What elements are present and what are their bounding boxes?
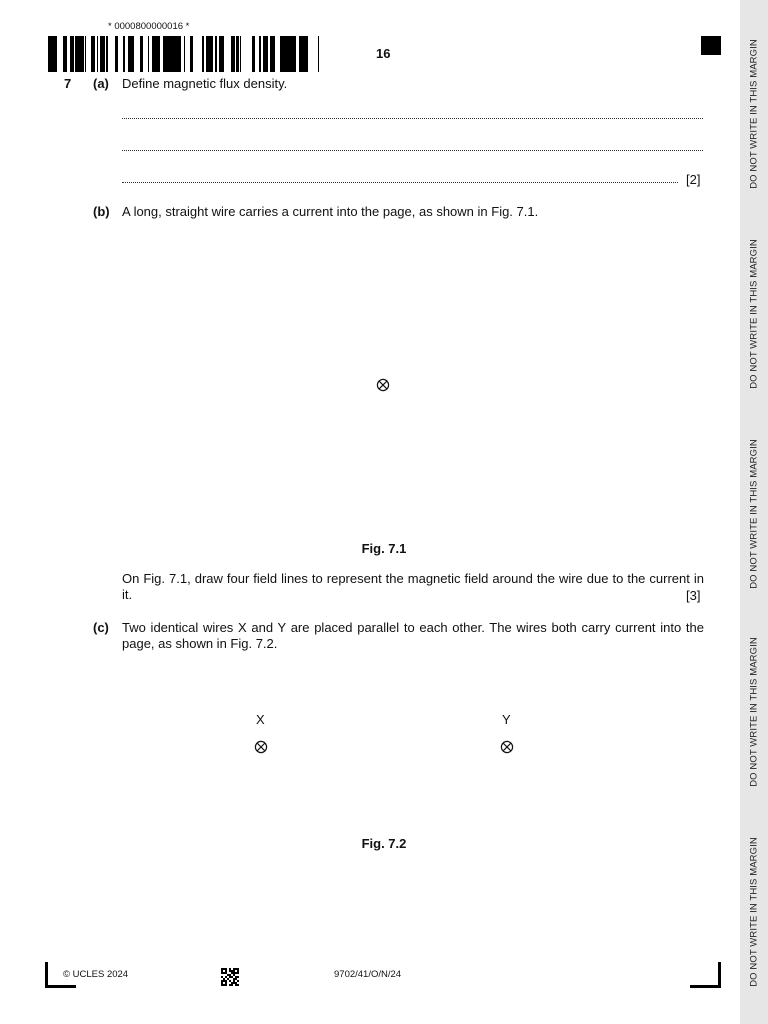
- answer-line[interactable]: [122, 118, 703, 119]
- crop-mark: [45, 985, 76, 988]
- crop-mark: [690, 985, 721, 988]
- part-b-instruction: On Fig. 7.1, draw four field lines to represent the magnetic field around the wire due to the current in it.: [122, 571, 704, 602]
- part-b-text: A long, straight wire carries a current into the page, as shown in Fig. 7.1.: [122, 204, 539, 219]
- wire-into-page-icon: [376, 378, 390, 392]
- wire-x-label: X: [256, 712, 265, 727]
- answer-line[interactable]: [122, 150, 703, 151]
- copyright: © UCLES 2024: [63, 969, 129, 980]
- wire-y-label: Y: [502, 712, 511, 727]
- part-a-marks: [2]: [686, 172, 701, 187]
- page-number: 16: [376, 46, 391, 61]
- answer-line[interactable]: [122, 182, 678, 183]
- qr-code-icon: [221, 968, 239, 986]
- fig-7-2-caption: Fig. 7.2: [361, 836, 407, 851]
- fig-7-1-caption: Fig. 7.1: [361, 541, 407, 556]
- part-a-label: (a): [93, 76, 109, 91]
- part-c-label: (c): [93, 620, 109, 635]
- wire-x-into-page-icon: [254, 740, 268, 754]
- part-c-text: Two identical wires X and Y are placed parallel to each other. The wires both carry current into the page, as shown in Fig. 7.2.: [122, 620, 704, 651]
- part-a-text: Define magnetic flux density.: [122, 76, 288, 91]
- question-number: 7: [64, 76, 72, 91]
- barcode-number: * 0000800000016 *: [108, 21, 190, 32]
- part-b-marks: [3]: [686, 588, 701, 603]
- wire-y-into-page-icon: [500, 740, 514, 754]
- corner-marker: [701, 36, 721, 55]
- part-b-label: (b): [93, 204, 110, 219]
- paper-code: 9702/41/O/N/24: [334, 969, 402, 980]
- barcode-image: [46, 36, 319, 72]
